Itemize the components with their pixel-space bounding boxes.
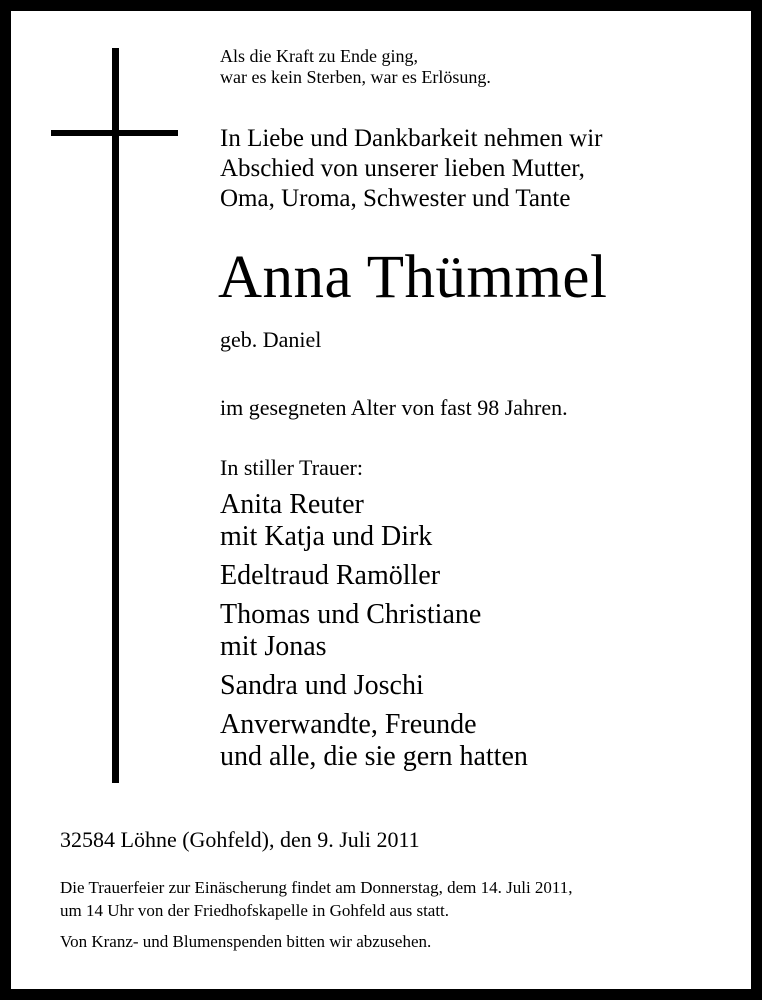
intro-line: In Liebe und Dankbarkeit nehmen wir xyxy=(220,125,603,152)
deceased-name: Anna Thümmel xyxy=(218,244,608,311)
place-date: 32584 Löhne (Gohfeld), den 9. Juli 2011 xyxy=(60,827,420,852)
mourner-line: Sandra und Joschi xyxy=(220,670,424,701)
maiden-name: geb. Daniel xyxy=(220,327,322,352)
mourner-entry xyxy=(220,489,528,553)
cross-icon-horizontal-bar xyxy=(51,130,178,136)
intro-text xyxy=(220,124,701,214)
mourner-entry xyxy=(220,560,528,592)
ceremony-notice xyxy=(60,876,712,922)
mourner-line: und alle, die sie gern hatten xyxy=(220,741,528,772)
mourner-line: Anverwandte, Freunde xyxy=(220,709,477,740)
mourning-label: In stiller Trauer: xyxy=(220,455,363,480)
mourner-entry xyxy=(220,670,528,702)
motto-line: Als die Kraft zu Ende ging, xyxy=(220,46,418,66)
mourner-entry xyxy=(220,599,528,663)
intro-line: Abschied von unserer lieben Mutter, xyxy=(220,155,585,182)
intro-line: Oma, Uroma, Schwester und Tante xyxy=(220,185,571,212)
flowers-note: Von Kranz- und Blumenspenden bitten wir abzusehen. xyxy=(60,932,432,951)
mourner-line: mit Jonas xyxy=(220,631,327,662)
motto-line: war es kein Sterben, war es Erlösung. xyxy=(220,67,491,87)
mourner-line: Anita Reuter xyxy=(220,489,364,520)
mourner-entry xyxy=(220,709,528,773)
mourner-line: Thomas und Christiane xyxy=(220,599,482,630)
ceremony-line: um 14 Uhr von der Friedhofskapelle in Gohfeld aus statt. xyxy=(60,901,450,920)
cross-icon-vertical-bar xyxy=(112,48,119,783)
ceremony-line: Die Trauerfeier zur Einäscherung findet am Donnerstag, dem 14. Juli 2011, xyxy=(60,878,573,897)
mourners-list xyxy=(220,489,528,780)
mourner-line: mit Katja und Dirk xyxy=(220,521,433,552)
age-text: im gesegneten Alter von fast 98 Jahren. xyxy=(220,395,568,420)
mourner-line: Edeltraud Ramöller xyxy=(220,560,441,591)
motto xyxy=(220,46,491,88)
